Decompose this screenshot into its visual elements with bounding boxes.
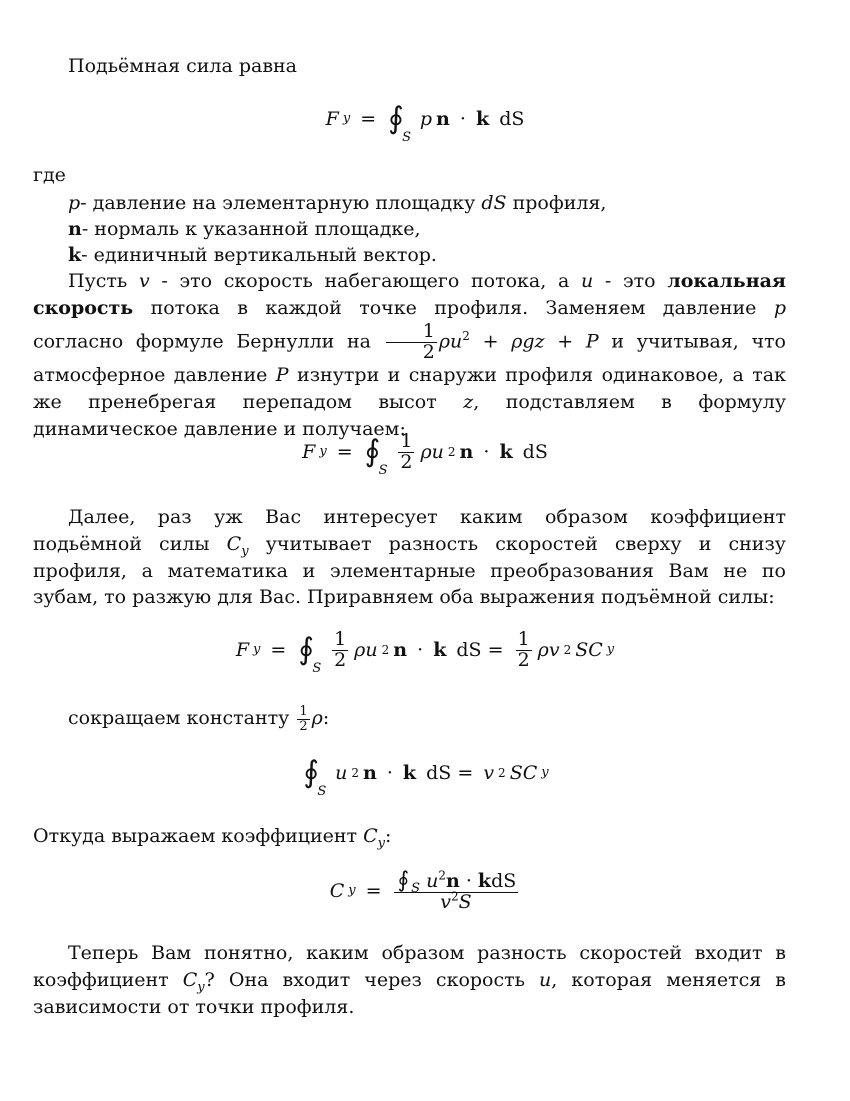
paragraph-coefficient: Далее, раз уж Вас интересует каким образом коэффициент подьёмной силы $C_y$ учитывает разность скоростей сверху и снизу профиля, а математика и элементарные преобразования Вам не по зубам, то разжую для Вас. Приравняем оба выражения подъёмной силы:: [33, 506, 786, 609]
equation-cy: C y = $\frac{∮ _S u^2n \cdot kdS}{v^2S}$: [329, 868, 517, 913]
paragraph-bernoulli: Пусть v - это скорость набегающего потока, а u - это локальная скорость потока в каждой точке профиля. Заменяем давление p согласно формуле Бернулли на $\frac{1}{2}$ $\rho u^2 + \rho gz + P$ и учитывая, что атмосферное давление P изнутри и снаружи профиля одинаковое, а так же пренебрегая перепадом высот z, подставляем в формулу динамическое давление и получаем:: [33, 270, 786, 441]
paragraph-reduce: сокращаем константу $\frac{1}{2}$ ρ:: [68, 704, 330, 734]
paragraph-express: Откуда выражаем коэффициент $C_y$:: [33, 825, 392, 851]
equation-lift-equal: F y = ∮ S $\frac{1}{2}$ ρu 2 n · k dS = $\frac{1}{2}$ ρv 2 SC y: [235, 628, 615, 677]
equation-reduced: ∮ S u 2 n · k dS = v 2 SC y: [303, 755, 549, 799]
where-label: где: [33, 164, 66, 186]
paragraph-intro: Подьёмная сила равна: [68, 55, 298, 77]
equation-lift-2: F y = ∮ S $\frac{1}{2}$ ρu 2 n · k dS: [302, 430, 548, 479]
equation-lift-1: F y = ∮ S p n · k dS: [325, 101, 525, 145]
definition-k: k- единичный вертикальный вектор.: [68, 244, 437, 266]
definition-p: p- давление на элементарную площадку dS профиля,: [68, 192, 607, 214]
paragraph-conclusion: Теперь Вам понятно, каким образом разность скоростей входит в коэффициент $C_y$? Она входит через скорость u, которая меняется в зависимости от точки профиля.: [33, 942, 787, 1018]
definition-n: n- нормаль к указанной площадке,: [68, 218, 421, 240]
